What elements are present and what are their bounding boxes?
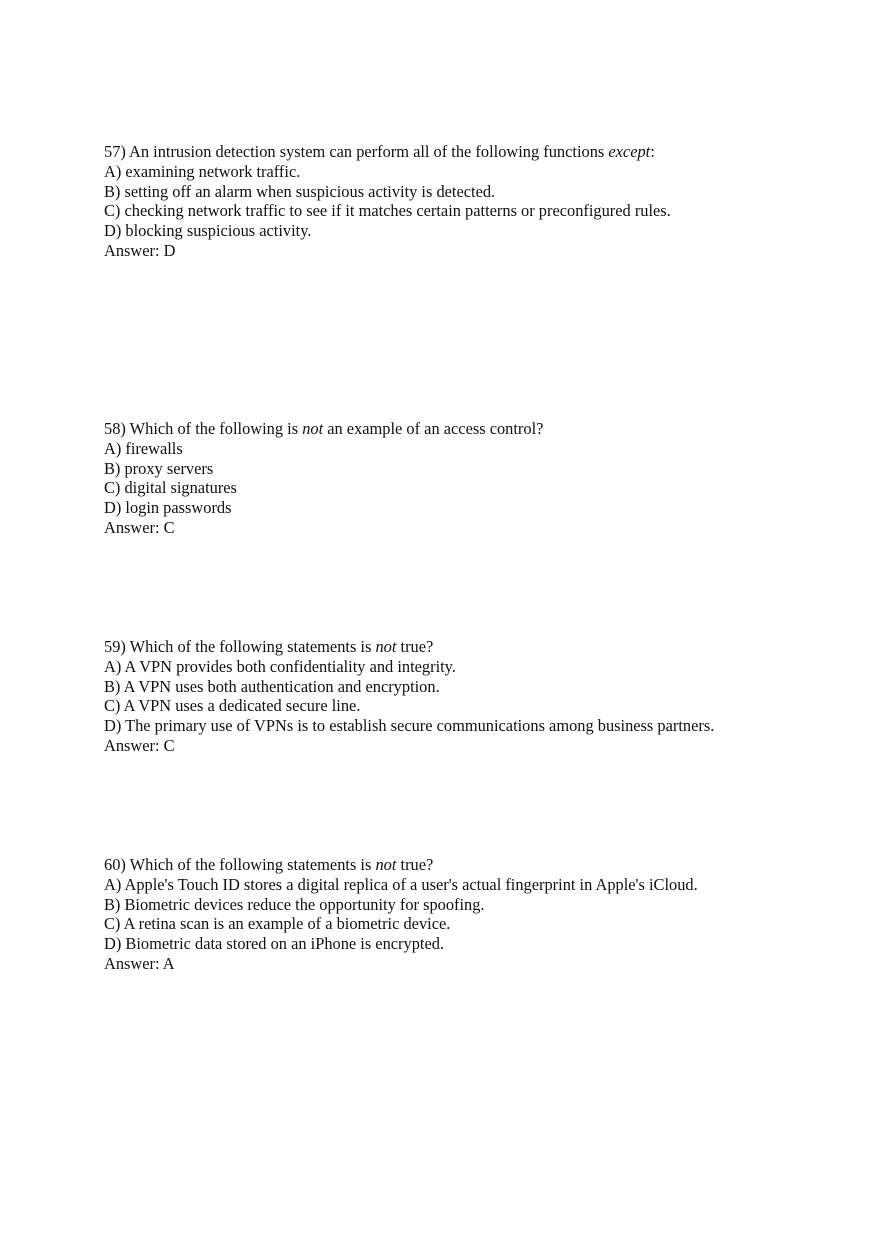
question-stem: 57) An intrusion detection system can perform all of the following functions except: (104, 142, 655, 161)
stem-emphasis: not (302, 419, 324, 438)
answer: Answer: C (104, 517, 175, 537)
answer: Answer: A (104, 953, 175, 973)
stem-emphasis: not (375, 637, 397, 656)
option-a: A) A VPN provides both confidentiality and integrity. (104, 656, 456, 676)
question-57 (104, 142, 864, 261)
stem-emphasis: not (375, 855, 397, 874)
option-a: A) firewalls (104, 438, 183, 458)
stem-emphasis: except (608, 142, 651, 161)
question-stem: 60) Which of the following statements is not true? (104, 855, 434, 874)
answer: Answer: C (104, 735, 175, 755)
option-d: D) login passwords (104, 498, 232, 518)
option-b: B) setting off an alarm when suspicious activity is detected. (104, 181, 496, 201)
option-c: C) digital signatures (104, 478, 237, 498)
option-b: B) Biometric devices reduce the opportunity for spoofing. (104, 894, 485, 914)
question-59 (104, 637, 864, 756)
option-c: C) checking network traffic to see if it matches certain patterns or preconfigured rules. (104, 201, 671, 221)
option-d: D) Biometric data stored on an iPhone is encrypted. (104, 934, 445, 954)
option-b: B) A VPN uses both authentication and encryption. (104, 676, 440, 696)
question-58 (104, 419, 864, 538)
option-b: B) proxy servers (104, 458, 214, 478)
option-d: D) blocking suspicious activity. (104, 221, 312, 241)
option-d: D) The primary use of VPNs is to establish secure communications among business partners. (104, 716, 715, 736)
option-c: C) A retina scan is an example of a biometric device. (104, 914, 451, 934)
question-60 (104, 855, 864, 974)
question-stem: 58) Which of the following is not an example of an access control? (104, 419, 544, 438)
option-c: C) A VPN uses a dedicated secure line. (104, 696, 361, 716)
option-a: A) Apple's Touch ID stores a digital replica of a user's actual fingerprint in Apple's iCloud. (104, 874, 698, 894)
question-stem: 59) Which of the following statements is not true? (104, 637, 434, 656)
answer: Answer: D (104, 240, 176, 260)
option-a: A) examining network traffic. (104, 161, 301, 181)
